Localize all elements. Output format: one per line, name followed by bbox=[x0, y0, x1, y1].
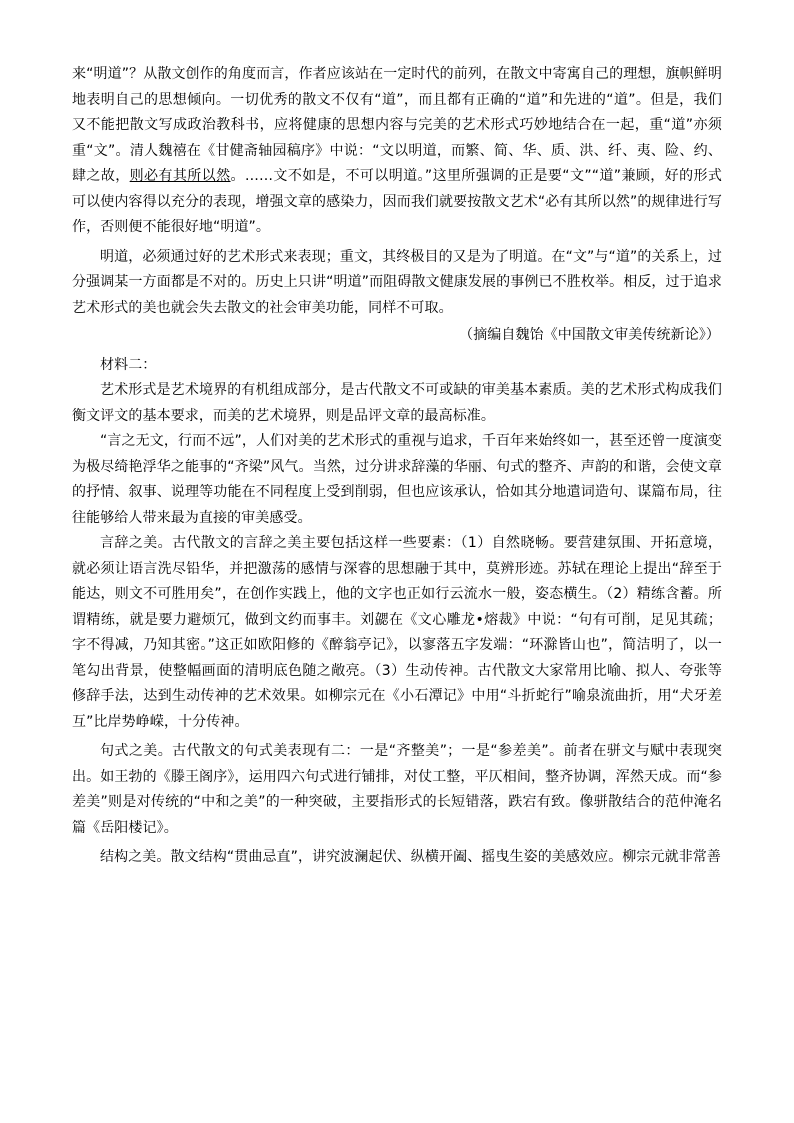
paragraph-art-form: 艺术形式是艺术境界的有机组成部分，是古代散文不可或缺的审美基本素质。美的艺术形式构成我们衡文评文的基本要求，而美的艺术境界，则是品评文章的最高标准。 bbox=[72, 382, 722, 424]
paragraph-text: 来“明道”？从散文创作的角度而言，作者应该站在一定时代的前列，在散文中寄寓自己的理想，旗帜鲜明地表明自己的思想倾向。一切优秀的散文不仅有“道”，而且都有正确的“道”和先进的“道”。但是，我们又不能把散文写成政治教科书，应将健康的思想内容与完美的艺术形式巧妙地结合在一起，重“道”亦须重“文”。清人魏禧在《甘健斋轴园稿序》中说：“文以明道，而繁、简、华、质、洪、纤、夷、险、约、肆之故， bbox=[72, 66, 722, 184]
paragraph-diction: 言辞之美。古代散文的言辞之美主要包括这样一些要素：（1）自然晓畅。要营建氛围、开拓意境，就必须让语言洗尽铅华，并把激荡的感情与深睿的思想融于其中，莫辨形迹。苏轼在理论上提出“辞至于能达，则文不可胜用矣”，在创作实践上，他的文字也正如行云流水一般，姿态横生。（2）精练含蓄。所谓精练，就是要力避烦冗，做到文约而事丰。刘勰在《文心雕龙•熔裁》中说：“句有可削，足见其疏；字不得减，乃知其密。”这正如欧阳修的《醉翁亭记》，以寥落五字发端：“环滁皆山也”，简洁明了，以一笔勾出背景，使整幅画面的清明底色随之敞亮。（3）生动传神。古代散文大家常用比喻、拟人、夸张等修辞手法，达到生动传神的艺术效果。如柳宗元在《小石潭记》中用“斗折蛇行”喻泉流曲折，用“犬牙差互”比岸势峥嵘，十分传神。 bbox=[72, 535, 722, 730]
paragraph-text: 。……文不如是，不可以明道。”这里所强调的正是要“文”“道”兼顾，好的形式可以使内容得以充分的表现，增强文章的感染力，因而我们就要按散文艺术“必有其所以然”的规律进行写作，否则便不能很好地“明道”。 bbox=[72, 168, 722, 235]
paragraph-structure: 结构之美。散文结构“贯曲忌直”，讲究波澜起伏、纵横开阖、摇曳生姿的美感效应。柳宗元就非常善 bbox=[100, 849, 722, 865]
material-heading: 材料二： bbox=[100, 356, 157, 373]
document-page bbox=[72, 62, 722, 871]
source-citation: （摘编自魏饴《中国散文审美传统新论》） bbox=[459, 327, 720, 343]
paragraph-continuation bbox=[72, 62, 722, 241]
underlined-phrase: 则必有其所以然 bbox=[129, 168, 231, 184]
paragraph-mingdao: 明道，必须通过好的艺术形式来表现；重文，其终极目的又是为了明道。在“文”与“道”的关系上，过分强调某一方面都是不对的。历史上只讲“明道”而阻碍散文健康发展的事例已不胜枚举。相反，过于追求艺术形式的美也就会失去散文的社会审美功能，同样不可取。 bbox=[72, 248, 722, 316]
paragraph-pursuit: “言之无文，行而不远”，人们对美的艺术形式的重视与追求，千百年来始终如一，甚至还曾一度演变为极尽绮艳浮华之能事的“齐梁”风气。当然，过分讲求辞藻的华丽、句式的整齐、声韵的和谐，会使文章的抒情、叙事、说理等功能在不同程度上受到削弱，但也应该承认，恰如其分地遣词造句、谋篇布局，往往能够给人带来最为直接的审美感受。 bbox=[72, 433, 722, 526]
paragraph-sentence: 句式之美。古代散文的句式美表现有二：一是“齐整美”；一是“参差美”。前者在骈文与赋中表现突出。如王勃的《滕王阁序》，运用四六句式进行铺排，对仗工整，平仄相间，整齐协调，浑然天成。而“参差美”则是对传统的“中和之美”的一种突破，主要指形式的长短错落，跌宕有致。像骈散结合的范仲淹名篇《岳阳楼记》。 bbox=[72, 743, 722, 836]
